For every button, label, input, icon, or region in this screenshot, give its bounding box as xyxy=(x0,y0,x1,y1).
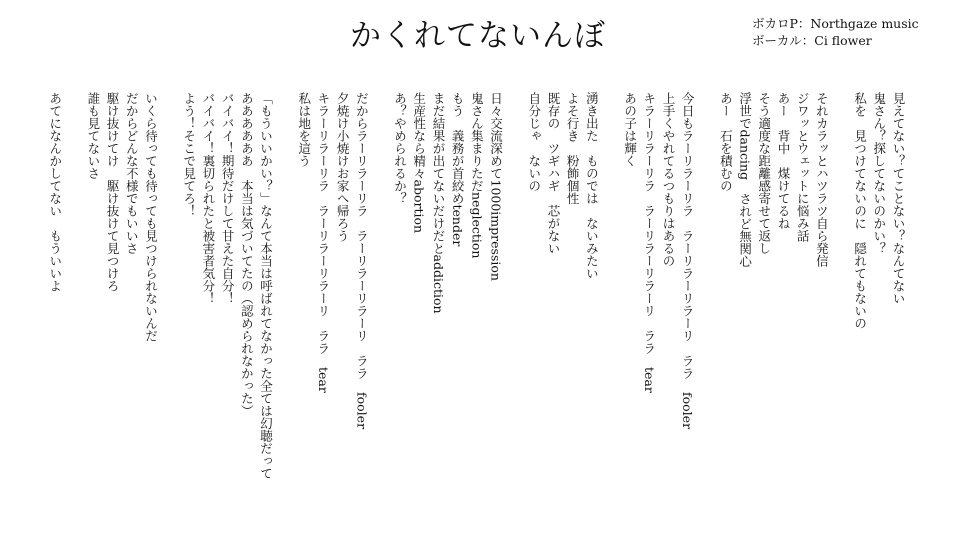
lyric-line: 夕焼け小焼けお家へ帰ろう xyxy=(335,92,351,242)
lyric-line: キラーリラーリラ ラーリラーリラーリ ララ tear xyxy=(315,92,331,393)
lyric-line: だからどんな不様でもいいさ xyxy=(124,92,140,255)
lyric-line: バイバイ！期待だけして甘えた自分！ xyxy=(220,92,236,305)
stanza-gap xyxy=(601,92,620,522)
lyric-line: 自分じゃ ないの xyxy=(526,92,542,192)
lyric-line: あ？やめられるか？ xyxy=(392,92,408,205)
stanza-gap xyxy=(161,92,180,522)
stanza-gap xyxy=(831,92,850,522)
lyric-line: 浮世でdancing されど無関心 xyxy=(737,92,753,268)
lyric-line: 上手くやれてるつもりはあるの xyxy=(660,92,676,267)
lyric-line: 誰も見てないさ xyxy=(85,92,101,180)
lyric-line: よう！そこで見てろ！ xyxy=(181,92,197,217)
lyric-line: 「もういいかい？」なんて本当は呼ばれてなかった全ては幻聴だって xyxy=(258,92,274,480)
lyric-line: 湧き出た ものでは ないみたい xyxy=(584,92,600,280)
stanza-gap xyxy=(276,92,295,522)
lyric-line: あー 背中 煤けてるね xyxy=(775,92,791,230)
lyric-line: 生産性なら精々abortion xyxy=(411,92,427,234)
lyric-line: それカラッとハツラツ自ら発信 xyxy=(814,92,830,267)
lyric-line: よそ行き 粉飾個性 xyxy=(565,92,581,205)
lyric-line: あてになんかしてない もういいよ xyxy=(47,92,63,292)
lyric-line: だからラーリラーリラ ラーリラーリラーリ ララ fooler xyxy=(354,92,370,430)
producer-credit: ボカロP：Northgaze music xyxy=(752,16,919,31)
lyric-line: ジワッとウェットに悩み話 xyxy=(795,92,811,242)
song-title: かくれてないんぼ xyxy=(350,18,606,54)
stanza-gap xyxy=(65,92,84,522)
lyric-line: 日々交流深めて1000impression xyxy=(488,92,504,281)
lyric-line: 今日もラーリラーリラ ラーリラーリラーリ ララ fooler xyxy=(680,92,696,430)
lyric-line: キラーリラーリラ ラーリラーリラーリ ララ tear xyxy=(641,92,657,393)
lyric-line: まだ結果が出てないだけだとaddiction xyxy=(430,92,446,314)
lyric-line: あー 石を積むの xyxy=(718,92,734,192)
lyric-line: 鬼さん？探してないのかい？ xyxy=(871,92,887,255)
stanza-gap xyxy=(697,92,716,522)
credits xyxy=(752,15,919,49)
lyric-line: 既存の ツギハギ 芯がない xyxy=(545,92,561,255)
lyric-line: そう適度な距離感寄せて返し xyxy=(756,92,772,255)
lyric-line: あの子は輝く xyxy=(622,92,638,167)
lyric-line: 鬼さん集まりただneglection xyxy=(469,92,485,259)
lyric-line: 私は地を這う xyxy=(296,92,312,167)
vocal-credit: ボーカル：Ci flower xyxy=(752,33,872,48)
lyric-line: 私を 見つけてないのに 隠れてもないの xyxy=(852,92,868,330)
lyric-line: いくら待っても待っても見つけられないんだ xyxy=(143,92,159,342)
lyrics-body xyxy=(45,92,908,522)
lyric-line: バイバイ！裏切られたと被害者気分！ xyxy=(200,92,216,305)
stanza-gap xyxy=(506,92,525,522)
lyric-line: ああああああ 本当は気づいてたの（認められなかった） xyxy=(239,92,255,417)
stanza-gap xyxy=(371,92,390,522)
lyric-line: 駆け抜けてけ 駆け抜けて見つけろ xyxy=(105,92,121,292)
lyric-line: もう 義務が首絞めtender xyxy=(450,92,466,247)
lyric-line: 見えてない？てことない？なんてない xyxy=(891,92,906,305)
